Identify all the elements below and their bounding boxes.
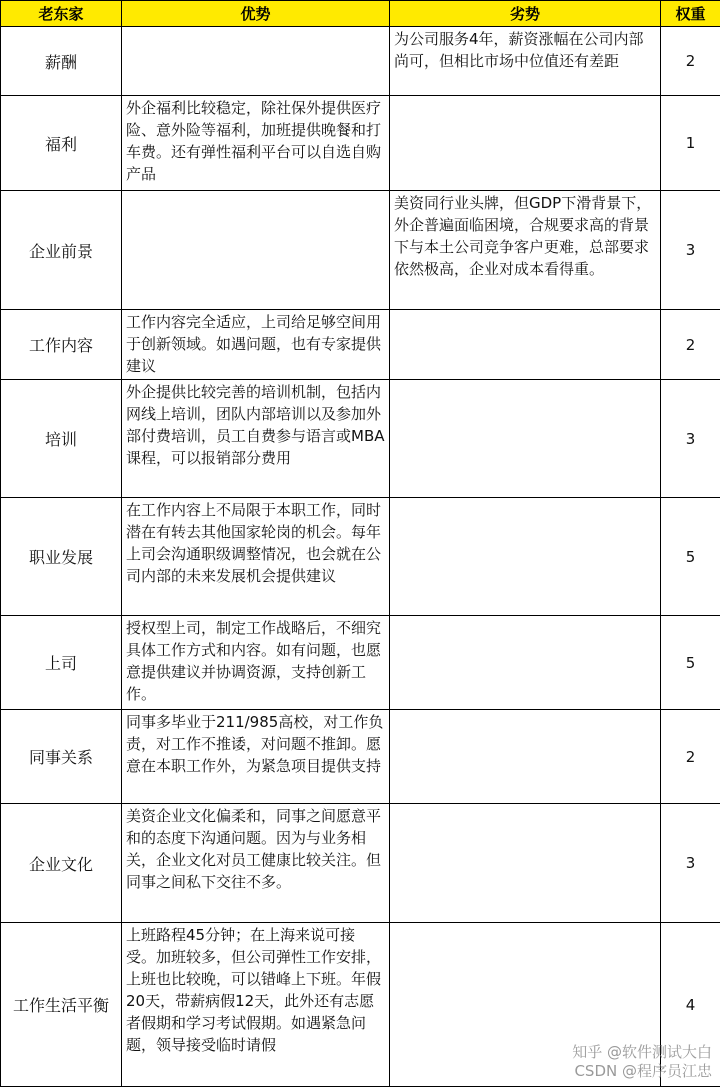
- row-category: 工作生活平衡: [1, 923, 122, 1087]
- header-company: 老东家: [1, 1, 122, 27]
- table-row: [1, 498, 720, 616]
- row-advantage: 在工作内容上不局限于本职工作，同时潜在有转去其他国家轮岗的机会。每年上司会沟通职级调整情况，也会就在公司内部的未来发展机会提供建议: [122, 498, 390, 616]
- row-category: 薪酬: [1, 27, 122, 96]
- row-category: 职业发展: [1, 498, 122, 616]
- row-weight: 3: [661, 380, 720, 498]
- row-advantage: 美资企业文化偏柔和，同事之间愿意平和的态度下沟通问题。因为与业务相关，企业文化对员工健康比较关注。但同事之间私下交往不多。: [122, 804, 390, 923]
- row-weight: 5: [661, 616, 720, 710]
- row-weight: 2: [661, 710, 720, 804]
- row-category: 培训: [1, 380, 122, 498]
- row-advantage: [122, 191, 390, 310]
- row-disadvantage: [390, 96, 661, 191]
- row-category: 企业文化: [1, 804, 122, 923]
- row-weight: 4: [661, 923, 720, 1087]
- table-row: [1, 710, 720, 804]
- table-row: [1, 27, 720, 96]
- row-disadvantage: [390, 616, 661, 710]
- header-advantages: 优势: [122, 1, 390, 27]
- row-disadvantage: [390, 498, 661, 616]
- row-advantage: [122, 27, 390, 96]
- row-category: 企业前景: [1, 191, 122, 310]
- table-row: [1, 96, 720, 191]
- watermark-csdn: CSDN @程序员江忠: [572, 1062, 712, 1081]
- row-category: 工作内容: [1, 310, 122, 380]
- row-weight: 1: [661, 96, 720, 191]
- header-disadvantages: 劣势: [390, 1, 661, 27]
- row-weight: 2: [661, 310, 720, 380]
- table-row: [1, 804, 720, 923]
- table-row: [1, 380, 720, 498]
- row-weight: 5: [661, 498, 720, 616]
- row-advantage: 工作内容完全适应，上司给足够空间用于创新领域。如遇问题，也有专家提供建议: [122, 310, 390, 380]
- row-weight: 3: [661, 191, 720, 310]
- row-disadvantage: 为公司服务4年，薪资涨幅在公司内部尚可，但相比市场中位值还有差距: [390, 27, 661, 96]
- row-weight: 3: [661, 804, 720, 923]
- row-disadvantage: [390, 310, 661, 380]
- row-disadvantage: [390, 710, 661, 804]
- header-row: [1, 1, 720, 27]
- row-advantage: 同事多毕业于211/985高校，对工作负责，对工作不推诿，对问题不推卸。愿意在本职工作外，为紧急项目提供支持: [122, 710, 390, 804]
- row-weight: 2: [661, 27, 720, 96]
- table-row: [1, 191, 720, 310]
- row-advantage: 授权型上司，制定工作战略后，不细究具体工作方式和内容。如有问题，也愿意提供建议并协调资源，支持创新工作。: [122, 616, 390, 710]
- row-advantage: 上班路程45分钟；在上海来说可接受。加班较多，但公司弹性工作安排，上班也比较晚，可以错峰上下班。年假20天，带薪病假12天，此外还有志愿者假期和学习考试假期。如遇紧急问题，领导接受临时请假: [122, 923, 390, 1087]
- header-weight: 权重: [661, 1, 720, 27]
- table-row: [1, 310, 720, 380]
- table-row: [1, 616, 720, 710]
- watermark: [572, 1043, 712, 1081]
- row-disadvantage: [390, 804, 661, 923]
- row-advantage: 外企福利比较稳定，除社保外提供医疗险、意外险等福利，加班提供晚餐和打车费。还有弹性福利平台可以自选自购产品: [122, 96, 390, 191]
- row-disadvantage: [390, 380, 661, 498]
- row-category: 福利: [1, 96, 122, 191]
- row-category: 同事关系: [1, 710, 122, 804]
- row-disadvantage: 美资同行业头牌，但GDP下滑背景下，外企普遍面临困境，合规要求高的背景下与本土公司竞争客户更难，总部要求依然极高，企业对成本看得重。: [390, 191, 661, 310]
- row-category: 上司: [1, 616, 122, 710]
- watermark-zhihu: 知乎 @软件测试大白: [572, 1043, 712, 1062]
- row-advantage: 外企提供比较完善的培训机制，包括内网线上培训，团队内部培训以及参加外部付费培训，员工自费参与语言或MBA课程，可以报销部分费用: [122, 380, 390, 498]
